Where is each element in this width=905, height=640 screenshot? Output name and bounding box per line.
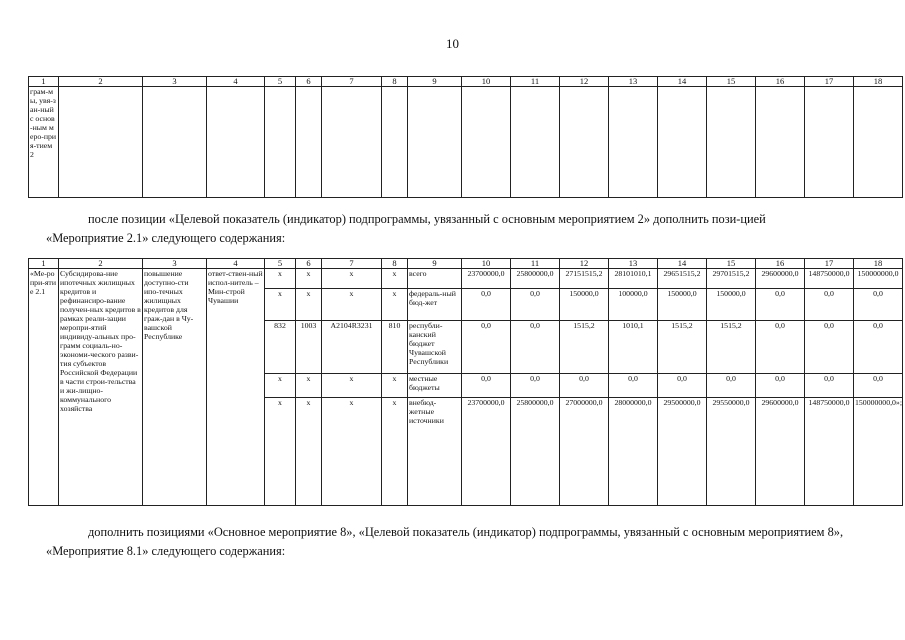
col-number: 13 xyxy=(609,77,658,87)
header-row xyxy=(29,77,903,87)
cell-value: 0,0 xyxy=(756,321,805,374)
cell-value: 28101010,1 xyxy=(609,269,658,289)
cell-value: 148750000,0 xyxy=(805,269,854,289)
col-number: 2 xyxy=(59,259,143,269)
cell-value: 0,0 xyxy=(511,289,560,321)
cell-value: 150000,0 xyxy=(560,289,609,321)
cell-expense-group: x xyxy=(382,289,408,321)
cell-value: 1515,2 xyxy=(658,321,707,374)
cell-funding-source: всего xyxy=(408,269,462,289)
cell-expense-group: 810 xyxy=(382,321,408,374)
cell-value: 27151515,2 xyxy=(560,269,609,289)
cell-section: x xyxy=(296,269,322,289)
cell-value: 1515,2 xyxy=(560,321,609,374)
col-number: 3 xyxy=(143,77,207,87)
table-row xyxy=(29,269,903,289)
expected-result: повышение доступно-сти ипо-течных жилищных кредитов для граж-дан в Чу-вашской Республике xyxy=(143,269,207,506)
cell-value: 27000000,0 xyxy=(560,398,609,506)
table-continuation xyxy=(28,76,903,198)
cell-expense-group: x xyxy=(382,374,408,398)
cell-value: 0,0 xyxy=(511,374,560,398)
cell-value: 29500000,0 xyxy=(658,398,707,506)
col-number: 17 xyxy=(805,77,854,87)
col-number: 7 xyxy=(322,259,382,269)
cell-value: 150000,0 xyxy=(658,289,707,321)
cell-value: 0,0 xyxy=(707,374,756,398)
table-measure-2-1 xyxy=(28,258,903,506)
cell-target-article: x xyxy=(322,374,382,398)
cell-value: 0,0 xyxy=(462,374,511,398)
col-number: 3 xyxy=(143,259,207,269)
col-number: 10 xyxy=(462,259,511,269)
cell-funding-source: федераль-ный бюд-жет xyxy=(408,289,462,321)
col-number: 13 xyxy=(609,259,658,269)
cell-grbs: x xyxy=(265,398,296,506)
cell-value: 100000,0 xyxy=(609,289,658,321)
cell-value: 29550000,0 xyxy=(707,398,756,506)
col-number: 8 xyxy=(382,77,408,87)
cell-value: 1010,1 xyxy=(609,321,658,374)
col-number: 15 xyxy=(707,259,756,269)
col-number: 6 xyxy=(296,259,322,269)
col-number: 8 xyxy=(382,259,408,269)
col-number: 14 xyxy=(658,259,707,269)
cell-value: 0,0 xyxy=(658,374,707,398)
cell-target-article: x xyxy=(322,289,382,321)
col-number: 10 xyxy=(462,77,511,87)
cell-value: 29600000,0 xyxy=(756,398,805,506)
cell-value: 150000000,0 xyxy=(854,269,903,289)
cell-value: 150000,0 xyxy=(707,289,756,321)
cell-target-article: x xyxy=(322,269,382,289)
col-number: 5 xyxy=(265,77,296,87)
col-number: 16 xyxy=(756,259,805,269)
col-number: 16 xyxy=(756,77,805,87)
cell-funding-source: республи-канский бюджет Чувашской Республики xyxy=(408,321,462,374)
col-number: 18 xyxy=(854,259,903,269)
cell-value: 29600000,0 xyxy=(756,269,805,289)
table-row xyxy=(29,87,903,198)
cell-target-article: x xyxy=(322,398,382,506)
col-number: 9 xyxy=(408,259,462,269)
cell-value: 0,0 xyxy=(511,321,560,374)
cell-value: 28000000,0 xyxy=(609,398,658,506)
page-number: 10 xyxy=(446,36,459,51)
col-number: 15 xyxy=(707,77,756,87)
paragraph-insert-measure-8: дополнить позициями «Основное мероприятие 8», «Целевой показатель (индикатор) подпрограммы, увязанный с основным мероприятием 8», «Мероприятие 8.1» следующего содержания: xyxy=(46,525,844,558)
cell-value: 1515,2 xyxy=(707,321,756,374)
continuation-text: грам-мы, увя-зан-ный с основ-ным меро-прия-тием 2 xyxy=(29,87,59,198)
cell-value: 25800000,0 xyxy=(511,269,560,289)
cell-value: 148750000,0 xyxy=(805,398,854,506)
col-number: 6 xyxy=(296,77,322,87)
cell-value: 0,0 xyxy=(854,289,903,321)
cell-grbs: x xyxy=(265,289,296,321)
cell-value: 0,0 xyxy=(854,321,903,374)
cell-value: 0,0 xyxy=(756,374,805,398)
col-number: 7 xyxy=(322,77,382,87)
cell-value: 0,0 xyxy=(805,321,854,374)
cell-value: 23700000,0 xyxy=(462,269,511,289)
cell-section: 1003 xyxy=(296,321,322,374)
cell-value: 0,0 xyxy=(560,374,609,398)
cell-value: 23700000,0 xyxy=(462,398,511,506)
responsible-executor: ответ-ствен-ный испол-нитель – Мин-строй Чувашии xyxy=(207,269,265,506)
cell-grbs: x xyxy=(265,269,296,289)
col-number: 2 xyxy=(59,77,143,87)
cell-funding-source: местные бюджеты xyxy=(408,374,462,398)
col-number: 11 xyxy=(511,259,560,269)
cell-grbs: 832 xyxy=(265,321,296,374)
cell-grbs: x xyxy=(265,374,296,398)
cell-value: 0,0 xyxy=(805,289,854,321)
cell-value: 0,0 xyxy=(462,321,511,374)
col-number: 1 xyxy=(29,77,59,87)
col-number: 14 xyxy=(658,77,707,87)
header-row xyxy=(29,259,903,269)
cell-value: 0,0 xyxy=(462,289,511,321)
measure-name: Субсидирова-ние ипотечных жилищных кредитов и рефинансиро-вание получен-ных кредитов в рамках реали-зации меропри-ятий индивиду-альных про-грамм социаль-но-экономи-ческого разви-тия субъектов Российской Федерации в части строи-тельства и жи-лищно-коммунального хозяйства xyxy=(59,269,143,506)
cell-expense-group: x xyxy=(382,398,408,506)
cell-value: 29651515,2 xyxy=(658,269,707,289)
col-number: 17 xyxy=(805,259,854,269)
cell-section: x xyxy=(296,398,322,506)
cell-funding-source: внебюд-жетные источники xyxy=(408,398,462,506)
cell-value: 25800000,0 xyxy=(511,398,560,506)
col-number: 4 xyxy=(207,77,265,87)
col-number: 4 xyxy=(207,259,265,269)
col-number: 11 xyxy=(511,77,560,87)
cell-target-article: A2104R3231 xyxy=(322,321,382,374)
cell-section: x xyxy=(296,374,322,398)
cell-value: 0,0 xyxy=(805,374,854,398)
col-number: 12 xyxy=(560,259,609,269)
cell-value: 0,0 xyxy=(756,289,805,321)
cell-value: 150000000,0»; xyxy=(854,398,903,506)
col-number: 9 xyxy=(408,77,462,87)
measure-number: «Ме-ропри-ятие 2.1 xyxy=(29,269,59,506)
cell-section: x xyxy=(296,289,322,321)
paragraph-insert-measure-2-1: после позиции «Целевой показатель (индикатор) подпрограммы, увязанный с основным мероприятием 2» дополнить пози-цией «Мероприятие 2.1» следующего содержания: xyxy=(46,212,766,245)
cell-value: 0,0 xyxy=(609,374,658,398)
col-number: 1 xyxy=(29,259,59,269)
cell-expense-group: x xyxy=(382,269,408,289)
col-number: 18 xyxy=(854,77,903,87)
cell-value: 0,0 xyxy=(854,374,903,398)
col-number: 5 xyxy=(265,259,296,269)
col-number: 12 xyxy=(560,77,609,87)
cell-value: 29701515,2 xyxy=(707,269,756,289)
